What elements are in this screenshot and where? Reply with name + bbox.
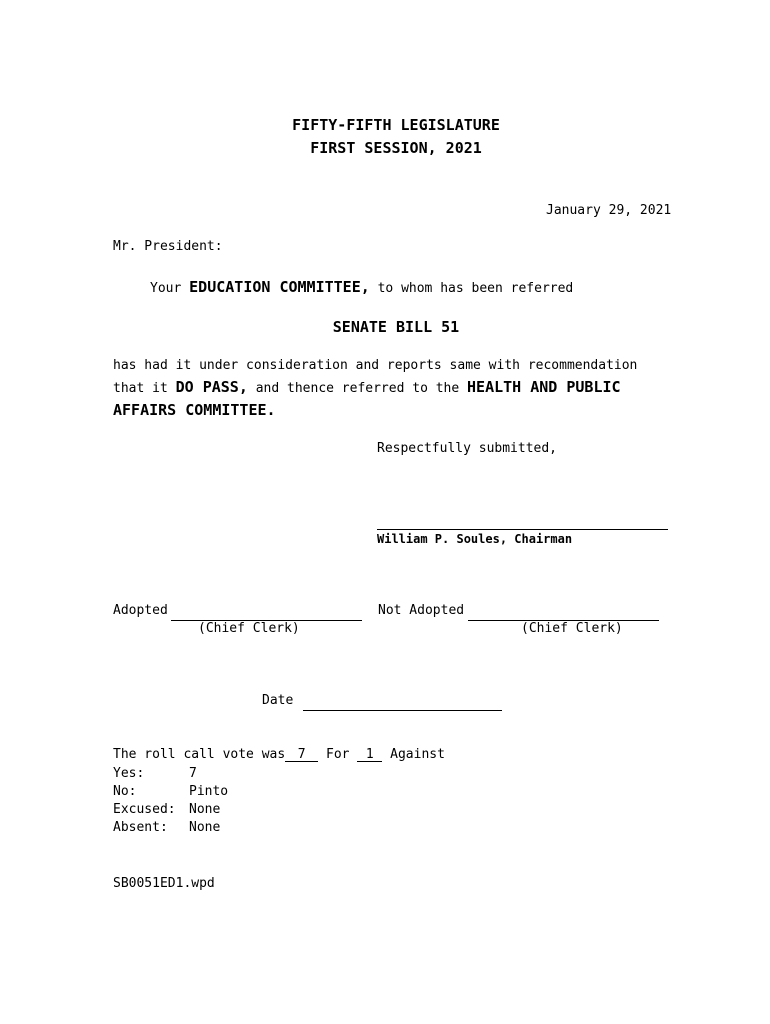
referral-prefix: Your (150, 281, 182, 296)
not-adopted-label: Not Adopted (378, 603, 465, 618)
vote-row (113, 766, 197, 781)
against-label: Against (390, 747, 445, 762)
session-title: FIRST SESSION, 2021 (310, 139, 482, 157)
vote-row-value: None (189, 802, 221, 817)
legislature-title: FIFTY-FIFTH LEGISLATURE (292, 116, 500, 134)
adopted-label: Adopted (113, 603, 168, 618)
vote-row-value: None (189, 820, 221, 835)
vote-row-label: No: (113, 784, 137, 799)
for-label: For (326, 747, 350, 762)
for-count: 7 (285, 748, 318, 762)
vote-row-label: Yes: (113, 766, 145, 781)
signature-line (377, 529, 668, 530)
report-line-1: has had it under consideration and reports same with recommendation (113, 358, 638, 373)
salutation: Mr. President: (113, 239, 223, 254)
bill-title: SENATE BILL 51 (332, 318, 460, 336)
signer-name: William P. Soules, Chairman (377, 532, 573, 546)
not-adopted-chief-clerk: (Chief Clerk) (521, 621, 623, 636)
referred-committee-part1: HEALTH AND PUBLIC (467, 378, 621, 396)
referral-suffix: to whom has been referred (377, 281, 574, 296)
closing-text: Respectfully submitted, (377, 441, 558, 456)
referred-committee-part2: AFFAIRS COMMITTEE. (113, 401, 276, 419)
report-date: January 29, 2021 (546, 203, 672, 218)
vote-row-value: 7 (189, 766, 197, 781)
recommendation: DO PASS, (175, 378, 248, 396)
vote-row-label: Excused: (113, 802, 176, 817)
against-count: 1 (357, 748, 382, 762)
vote-row (113, 802, 220, 817)
date-field-line (303, 710, 502, 711)
vote-row-value: Pinto (189, 784, 229, 799)
roll-call-lead: The roll call vote was (113, 747, 286, 762)
vote-row (113, 784, 228, 799)
adopted-chief-clerk: (Chief Clerk) (198, 621, 300, 636)
committee-name: EDUCATION COMMITTEE, (189, 278, 370, 296)
report-line-2-prefix: that it (113, 381, 168, 396)
roll-call-line (113, 747, 445, 762)
referral-line (150, 278, 573, 296)
report-line-2 (113, 378, 621, 396)
date-field-label: Date (262, 693, 294, 708)
report-line-2-middle: and thence referred to the (255, 381, 460, 396)
vote-row (113, 820, 220, 835)
vote-row-label: Absent: (113, 820, 168, 835)
file-name: SB0051ED1.wpd (113, 876, 215, 891)
